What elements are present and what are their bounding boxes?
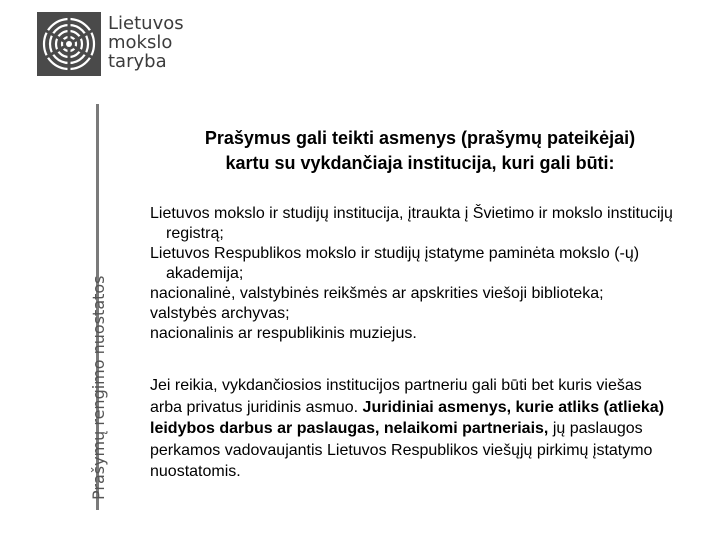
list-item: nacionalinė, valstybinės reikšmės ar apskrities viešoji biblioteka;	[150, 285, 604, 302]
lms-spiral-logo-icon	[37, 12, 101, 76]
list-item: valstybės archyvas;	[150, 305, 290, 322]
slide-heading	[140, 126, 700, 176]
paragraph-emphasis: Juridiniai asmenys, kurie atliks (atlieka) leidybos darbus ar paslaugas, nelaikomi partneriais,	[150, 398, 665, 437]
list-item: Lietuvos Respublikos mokslo ir studijų įstatyme paminėta mokslo (-ų) akademija;	[150, 245, 640, 282]
logo-line: taryba	[108, 51, 167, 72]
heading-line: kartu su vykdančiaja institucija, kuri gali būti:	[225, 153, 615, 173]
logo-wordmark	[108, 14, 184, 71]
list-item: nacionalinis ar respublikinis muziejus.	[150, 325, 417, 342]
list-item: Lietuvos mokslo ir studijų institucija, įtraukta į Švietimo ir mokslo institucijų registrą;	[150, 205, 673, 242]
heading-line: Prašymus gali teikti asmenys (prašymų pateikėjai)	[204, 128, 636, 148]
section-side-label: Prašymų rengimo nuostatos	[89, 275, 108, 500]
paragraph-intro: Jei reikia, vykdančiosios institucijos partneriu gali būti bet kuris viešas arba privatus juridinis asmuo.	[150, 377, 642, 416]
logo-line: mokslo	[108, 32, 173, 53]
partner-paragraph	[150, 375, 670, 483]
institution-list	[150, 204, 700, 344]
logo-line: Lietuvos	[108, 13, 184, 34]
paragraph-rest: jų paslaugos perkamos vadovaujantis Lietuvos Respublikos viešųjų pirkimų įstatymo nuostatomis.	[150, 420, 653, 480]
